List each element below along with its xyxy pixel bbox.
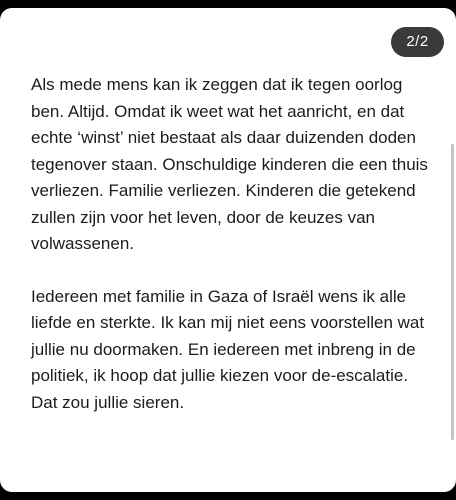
slide-body-text xyxy=(31,72,431,416)
paragraph-2: Iedereen met familie in Gaza of Israël wens ik alle liefde en sterkte. Ik kan mij niet eens voorstellen wat jullie nu doormaken. En iedereen met inbreng in de politiek, ik hoop dat jullie kiezen voor de-escalatie. Dat zou jullie sieren. xyxy=(31,286,425,412)
paragraph-1: Als mede mens kan ik zeggen dat ik tegen oorlog ben. Altijd. Omdat ik weet wat het aanricht, en dat echte ‘winst’ niet bestaat als daar duizenden doden tegenover staan. Onschuldige kinderen die een thuis verliezen. Familie verliezen. Kinderen die getekend zullen zijn voor het leven, door de keuzes van volwassenen. xyxy=(31,75,428,253)
scrollbar[interactable] xyxy=(451,144,454,440)
text-slide-card xyxy=(0,8,456,492)
page-indicator-badge: 2/2 xyxy=(391,27,444,57)
